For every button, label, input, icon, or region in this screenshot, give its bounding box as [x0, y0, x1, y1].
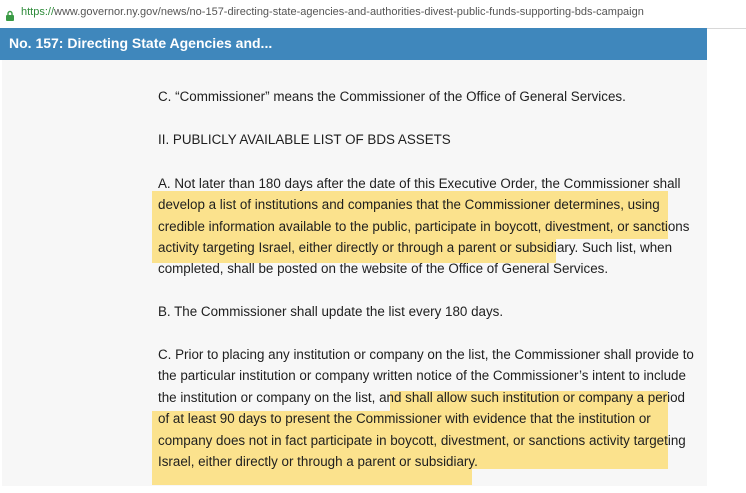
article-body: [2, 60, 707, 486]
paragraph-line: the institution or company on the list, and shall allow such institution or company a period: [158, 390, 685, 405]
paragraph-line: develop a list of institutions and companies that the Commissioner determines, using: [158, 197, 660, 212]
paragraph-line: C. Prior to placing any institution or company on the list, the Commissioner shall provide to: [158, 347, 694, 362]
paragraph-line: A. Not later than 180 days after the date of this Executive Order, the Commissioner shall: [158, 176, 681, 191]
paragraph-line: credible information available to the public, participate in boycott, divestment, or sanctions: [158, 219, 690, 234]
paragraph-line: of at least 90 days to present the Commissioner with evidence that the institution or: [158, 411, 651, 426]
paragraph-line: activity targeting Israel, either directly or through a parent or subsidiary. Such list, when: [158, 240, 673, 255]
page-title: No. 157: Directing State Agencies and...: [9, 35, 273, 51]
url-scheme: https://: [21, 6, 55, 18]
page-header: [0, 28, 707, 60]
lock-icon: [5, 9, 15, 27]
paragraph-line: C. “Commissioner” means the Commissioner of the Office of General Services.: [158, 89, 626, 104]
paragraph-line: B. The Commissioner shall update the list every 180 days.: [158, 304, 504, 319]
paragraph-line: company does not in fact participate in boycott, divestment, or sanctions activity targeting: [158, 433, 686, 448]
url-text[interactable]: [21, 6, 644, 18]
url-path: www.governor.ny.gov/news/no-157-directing-state-agencies-and-authorities-divest-public-funds-supporting-bds-campaign: [54, 6, 644, 18]
paragraph-line: Israel, either directly or through a parent or subsidiary.: [158, 454, 478, 469]
paragraph-line: completed, shall be posted on the website of the Office of General Services.: [158, 261, 609, 276]
section-heading: II. PUBLICLY AVAILABLE LIST OF BDS ASSETS: [158, 132, 451, 147]
scrollbar[interactable]: [708, 60, 716, 486]
paragraph-line: the particular institution or company written notice of the Commissioner’s intent to include: [158, 368, 686, 383]
address-bar[interactable]: [0, 0, 746, 29]
